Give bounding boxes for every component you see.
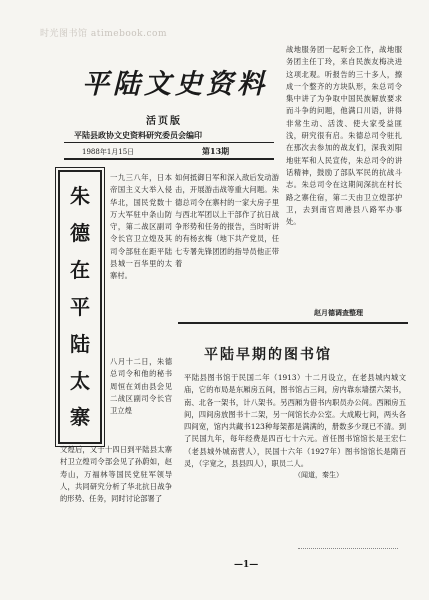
vertical-title-char: 在	[70, 258, 90, 283]
vertical-title-char: 平	[70, 294, 90, 319]
vertical-title-char: 太	[70, 368, 90, 393]
article-column-right: 战地服务团一起听会工作，战地服务团主任丁玲，来自民族友梅决进这项北观。听报告的三十多人，擦成一个整齐的方块队形，朱总司令集中讲了为争取中国民族解放要求而斗争的问题，他满口川语，讲得非常生动、活泼、使大家受益匪浅，研究很有启。朱德总司令驻扎在那次去参加的战友们，深我刘阳地驻军和人民宣传，朱总司令的讲话精神，鼓励了部队军民的抗战斗志。朱总司令在这期间深抗在村长路之寨住宿，第二天由卫立煌部护卫，去到南官周港县八路军办事处。	[286, 45, 402, 227]
vertical-title-char: 寨	[70, 405, 90, 430]
article-credit: 赵月德调查整理	[314, 308, 363, 317]
article-column-bottom: 文煌后，又于十四日到平陆县太寨村卫立煌司令部会见了孙蔚如，赵寿山，万福林等国民党驻军领导人，共同研究分析了华北抗日战争的形势、任务，同时讨论部署了	[60, 445, 172, 504]
divider	[298, 548, 398, 549]
masthead-title: 平陆文史资料	[82, 69, 268, 100]
article-column-middle: 如何抵御日军和深入敌后发动游击，开展游击战等重大问题。朱德总司令在寨村的一家大房子里与西北军团以上干部作了抗日战争形势和任务的报告，当时听讲的有杨玄梅（地下共产党员，任七专署先锋团团的指导员他正带着	[175, 173, 279, 269]
watermark: 时光图书馆 atimebook.com	[40, 29, 167, 39]
vertical-title-char: 德	[70, 221, 90, 246]
article-column-left: 一九三八年，日本帝国主义大举入侵华北，国民党数十万大军驻中条山防守，第二战区副司令长官卫立煌及其司令部驻在距平陆县城一百华里的太寨村。	[110, 173, 172, 281]
issue-number: 第13期	[202, 146, 230, 156]
publisher-line: 平陆县政协文史资料研究委员会编印	[74, 130, 202, 140]
edition-label: 活页版	[146, 116, 182, 127]
library-article-credit: （闻道，秦生）	[294, 471, 343, 479]
vertical-title-char: 朱	[70, 184, 90, 209]
issue-date: 1988年1月15日	[82, 148, 135, 156]
vertical-article-title	[58, 170, 102, 444]
page-number: —1—	[234, 560, 259, 570]
vertical-title-char: 陆	[70, 331, 90, 356]
article-column-left-2: 八月十二日，朱德总司令和他的秘书周恒在刘由县会见二战区副司令长官卫立煌	[110, 357, 172, 416]
library-article-title: 平陆早期的图书馆	[204, 347, 332, 363]
library-article-body: 平陆县图书馆于民国二年（1913）十二月设立，在老县城内城文庙，它的布局是东厢房五间，图书馆占三间，房内靠东墙摆六架书，南、北各一架书，计八架书。另西厢为借书内职员办公间。西厢房五间，四间房放图书十二架，另一间馆长办公室。大成殿七间，两头各四间宽，馆内共藏书123种每架都是满满的，册数多少现已不清。到了民国九年，每年经费是四百七十六元。首任图书馆馆长是王宏仁（老县城外城南营人），民国十六年（1927年）图书馆馆长是隋百灵，（字宽之，县县四人），职员二人。	[184, 373, 406, 469]
